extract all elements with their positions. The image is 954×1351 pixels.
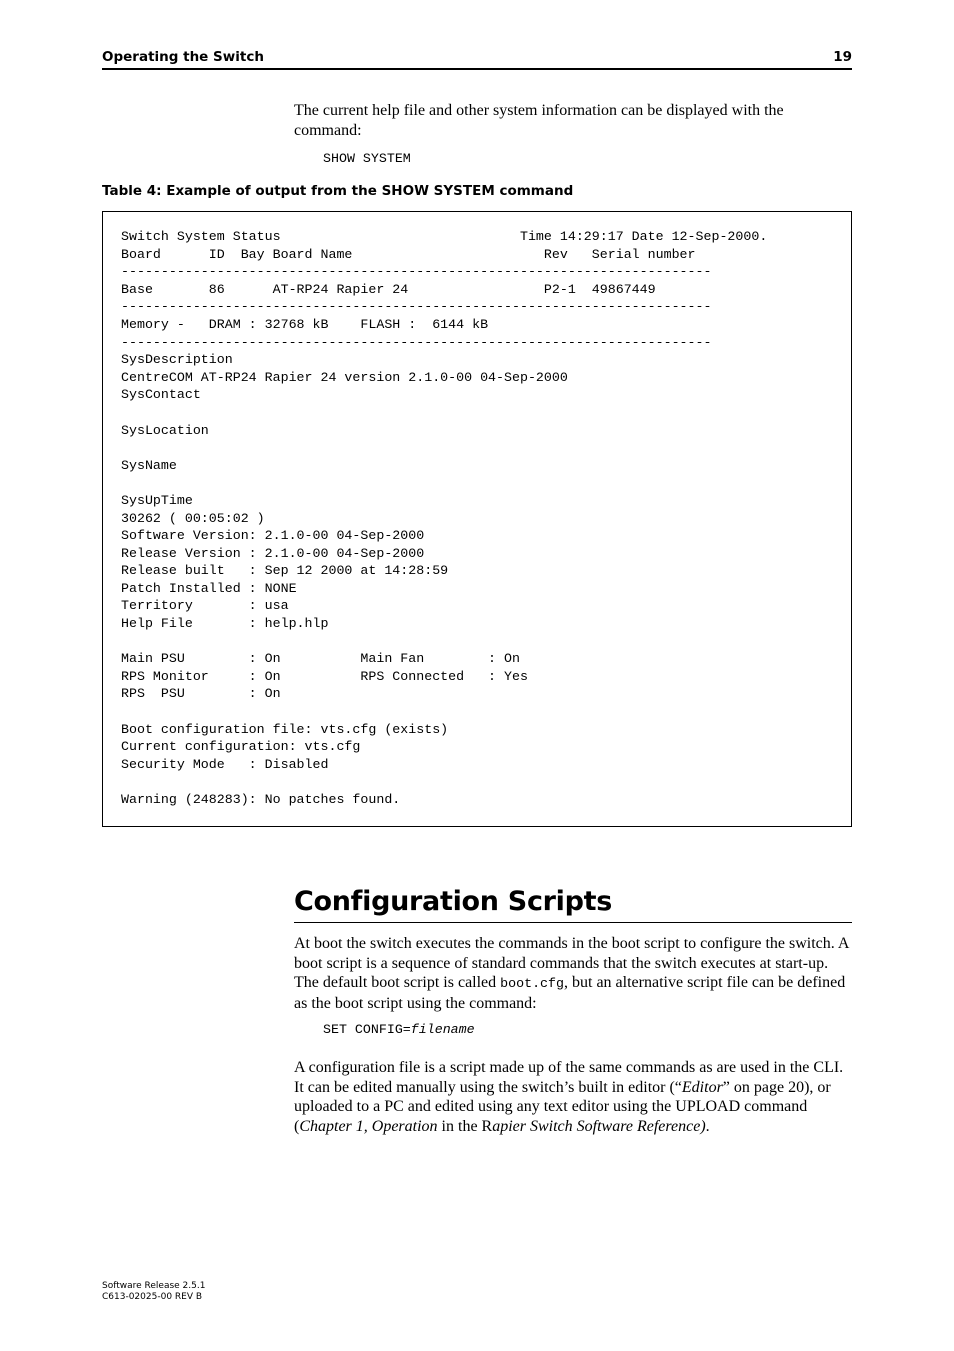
output-line: Patch Installed : NONE (121, 580, 297, 596)
output-line: Boot configuration file: vts.cfg (exists) (121, 721, 449, 737)
output-line: RPS Monitor : On RPS Connected : Yes (121, 668, 528, 684)
output-line: Memory - DRAM : 32768 kB FLASH : 6144 kB (121, 316, 489, 332)
page-header (102, 48, 852, 70)
command-output-box (102, 211, 852, 827)
output-line: Release built : Sep 12 2000 at 14:28:59 (121, 563, 449, 579)
boot-script-paragraph: At boot the switch executes the commands in the boot script to configure the switch. A boot script is a sequence of standard commands that the switch executes at start-up. The default boot script is called boot.cfg, but an alternative script file can be defined as the boot script using the command: (294, 935, 849, 1012)
running-head-title: Operating the Switch (102, 49, 264, 65)
output-line: -------------------------------------------------------------------------- (121, 334, 712, 350)
boot-cfg-filename: boot.cfg (500, 976, 564, 991)
output-line: Release Version : 2.1.0-00 04-Sep-2000 (121, 545, 425, 561)
page-footer (102, 1281, 205, 1303)
chapter-reference[interactable]: Chapter 1, Operation (299, 1117, 438, 1135)
output-line: SysName (121, 457, 177, 473)
output-line: SysUpTime (121, 492, 193, 508)
footer-doc-id: C613-02025-00 REV B (102, 1292, 203, 1302)
output-line: 30262 ( 00:05:02 ) (121, 510, 265, 526)
filename-argument: filename (410, 1022, 475, 1037)
command-output-text (121, 228, 767, 809)
document-reference: apier Switch Software Reference) (492, 1117, 706, 1135)
output-line: RPS PSU : On (121, 686, 281, 702)
config-file-paragraph: A configuration file is a script made up of the same commands as are used in the CLI. It can be edited manually using the switch’s built in editor (“Editor” on page 20), or uploaded to a PC and edited using any text editor using the UPLOAD command (Chapter 1, Operation in the Rapier Switch Software Reference). (294, 1059, 844, 1135)
output-line: Security Mode : Disabled (121, 756, 329, 772)
output-line: Board ID Bay Board Name Rev Serial number (121, 246, 696, 262)
output-line: -------------------------------------------------------------------------- (121, 264, 712, 280)
intro-paragraph: The current help file and other system information can be displayed with the command: (294, 102, 784, 139)
set-config-command: SET CONFIG=filename (323, 1022, 475, 1037)
output-line: SysContact (121, 387, 201, 403)
output-line: SysDescription (121, 352, 233, 368)
output-line: Warning (248283): No patches found. (121, 792, 401, 807)
output-line: Help File : help.hlp (121, 616, 329, 632)
output-line: Current configuration: vts.cfg (121, 739, 361, 755)
output-line: Switch System Status Time 14:29:17 Date 12-Sep-2000. (121, 229, 768, 244)
output-line: Territory : usa (121, 598, 289, 614)
footer-release: Software Release 2.5.1 (102, 1281, 206, 1291)
editor-link[interactable]: Editor (681, 1078, 723, 1096)
table-caption: Table 4: Example of output from the SHOW SYSTEM command (102, 183, 574, 199)
output-line: Main PSU : On Main Fan : On (121, 651, 520, 667)
section-heading: Configuration Scripts (294, 882, 852, 923)
output-line: Software Version: 2.1.0-00 04-Sep-2000 (121, 528, 425, 544)
output-line: CentreCOM AT-RP24 Rapier 24 version 2.1.0-00 04-Sep-2000 (121, 369, 568, 385)
output-line: -------------------------------------------------------------------------- (121, 299, 712, 315)
show-system-command: SHOW SYSTEM (323, 151, 411, 166)
output-line: Base 86 AT-RP24 Rapier 24 P2-1 49867449 (121, 281, 656, 297)
page-number: 19 (833, 49, 852, 65)
output-line: SysLocation (121, 422, 209, 438)
